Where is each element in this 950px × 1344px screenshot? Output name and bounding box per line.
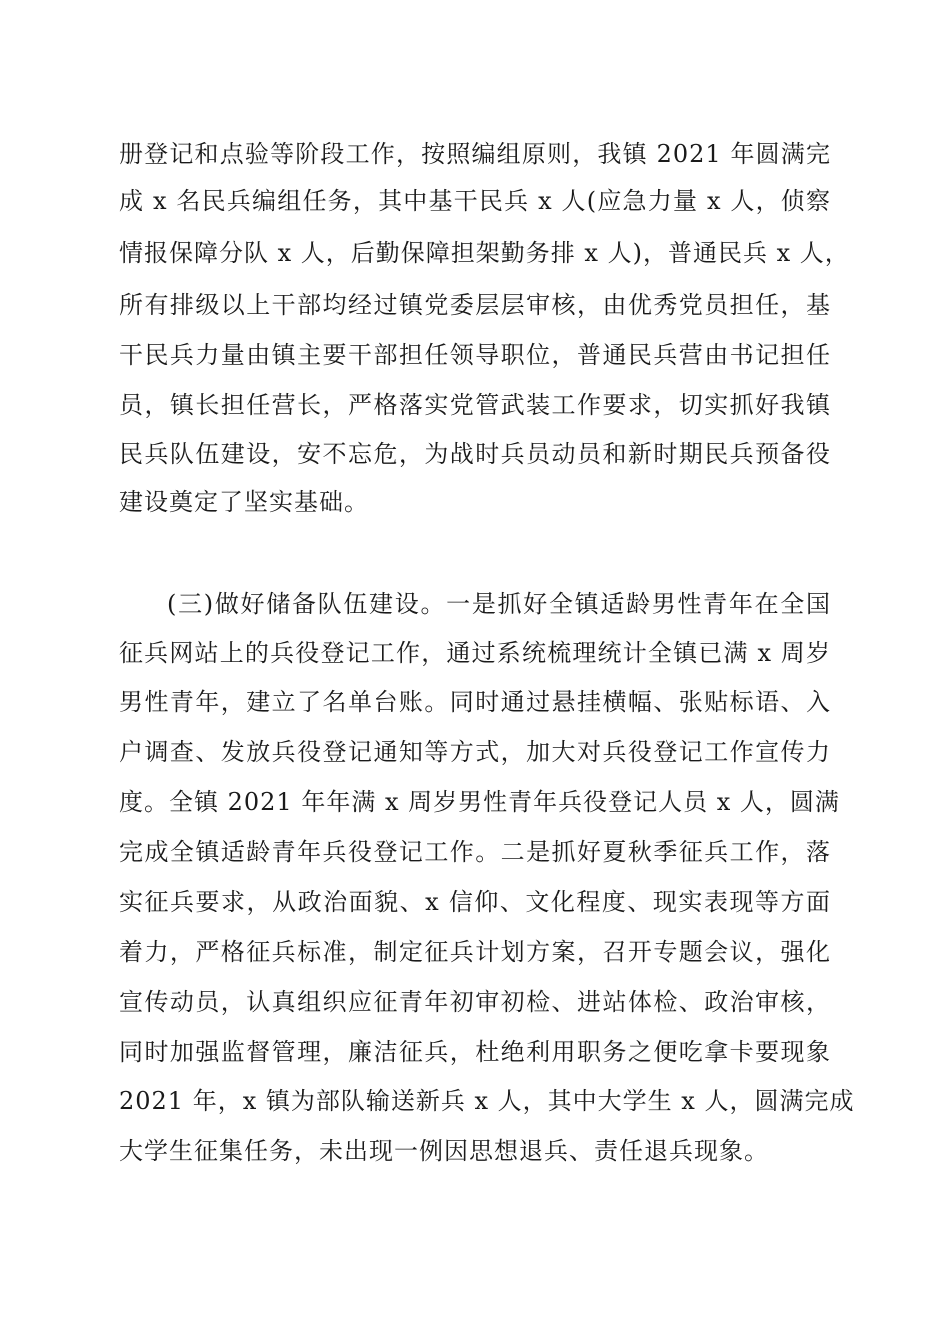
text-line: 情报保障分队 x 人，后勤保障担架勤务排 x 人)，普通民兵 x 人， xyxy=(119,239,850,267)
text-line: 征兵网站上的兵役登记工作，通过系统梳理统计全镇已满 x 周岁 xyxy=(119,639,831,667)
text-line: 干民兵力量由镇主要干部担任领导职位，普通民兵营由书记担任 xyxy=(119,341,831,369)
text-line: 大学生征集任务，未出现一例因思想退兵、责任退兵现象。 xyxy=(119,1137,769,1165)
text-line: 册登记和点验等阶段工作，按照编组原则，我镇 2021 年圆满完 xyxy=(119,140,831,168)
text-line: 宣传动员，认真组织应征青年初审初检、进站体检、政治审核， xyxy=(119,988,831,1016)
text-line: 着力，严格征兵标准，制定征兵计划方案，召开专题会议，强化 xyxy=(119,938,831,966)
text-line: 员，镇长担任营长，严格落实党管武装工作要求，切实抓好我镇 xyxy=(119,391,831,419)
text-line: 成 x 名民兵编组任务，其中基干民兵 x 人(应急力量 x 人，侦察 xyxy=(119,187,831,215)
text-line: 度。全镇 2021 年年满 x 周岁男性青年兵役登记人员 x 人，圆满 xyxy=(119,788,840,816)
text-line: 2021 年，x 镇为部队输送新兵 x 人，其中大学生 x 人，圆满完成 xyxy=(119,1087,855,1115)
text-line: 同时加强监督管理，廉洁征兵，杜绝利用职务之便吃拿卡要现象 xyxy=(119,1038,831,1066)
text-line: 民兵队伍建设，安不忘危，为战时兵员动员和新时期民兵预备役 xyxy=(119,440,831,468)
text-line: (三)做好储备队伍建设。一是抓好全镇适龄男性青年在全国 xyxy=(167,590,831,618)
text-line: 实征兵要求，从政治面貌、x 信仰、文化程度、现实表现等方面 xyxy=(119,888,831,916)
text-line: 完成全镇适龄青年兵役登记工作。二是抓好夏秋季征兵工作，落 xyxy=(119,838,831,866)
text-line: 户调查、发放兵役登记通知等方式，加大对兵役登记工作宣传力 xyxy=(119,738,831,766)
text-line: 所有排级以上干部均经过镇党委层层审核，由优秀党员担任，基 xyxy=(119,291,831,319)
text-line: 建设奠定了坚实基础。 xyxy=(119,488,369,516)
text-line: 男性青年，建立了名单台账。同时通过悬挂横幅、张贴标语、入 xyxy=(119,688,831,716)
